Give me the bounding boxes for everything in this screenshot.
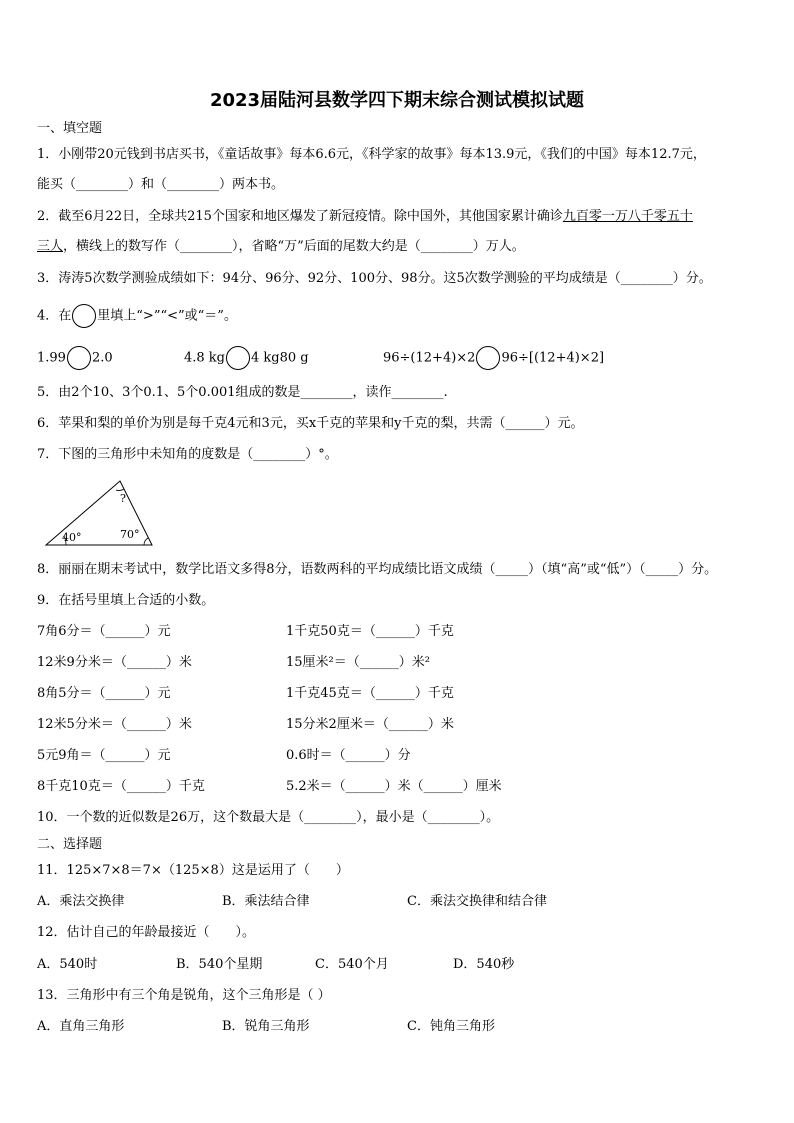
question-2-underlined-number-end: 三人 [37,239,64,254]
question-4-item-3 [383,346,604,370]
question-9: 9．在括号里填上合适的小数。 [37,593,215,608]
q12-option-b[interactable]: B．540个星期 [176,957,263,972]
angle-arc-top [116,489,124,491]
question-4-item-1 [37,346,113,370]
item-1-left: 1.99 [37,350,66,366]
q13-option-b[interactable]: B．锐角三角形 [222,1019,310,1034]
q9-row-3-right: 1千克45克＝（______）千克 [286,686,454,701]
question-4-suffix: 里填上“>”“<”或“＝”。 [97,308,237,324]
question-4-prefix: 4．在 [37,308,72,324]
q13-option-c[interactable]: C．钝角三角形 [407,1019,495,1034]
angle-right-label: 70° [120,528,140,541]
page-title: 2023届陆河县数学四下期末综合测试模拟试题 [209,90,585,111]
angle-left-label: 40° [62,531,82,544]
question-5: 5．由2个10、3个0.1、5个0.001组成的数是________，读作________. [37,385,448,400]
q12-option-d[interactable]: D．540秒 [453,957,515,972]
question-2-text-end: ，横线上的数写作（________），省略“万”后面的尾数大约是（________）万人。 [63,239,525,254]
compare-circle-1[interactable] [67,346,91,370]
item-2-right: 4 kg80 g [251,350,309,366]
q9-row-4-left: 12米5分米＝（______）米 [37,717,192,732]
q11-option-a[interactable]: A．乘法交换律 [37,894,125,909]
question-4-item-2 [184,346,309,370]
question-1-line-2: 能买（________）和（________）两本书。 [37,177,285,192]
item-2-left: 4.8 kg [184,350,226,366]
q9-row-5-left: 5元9角＝（______）元 [37,748,171,763]
q11-option-b[interactable]: B．乘法结合律 [222,894,310,909]
compare-circle-example [72,304,96,328]
question-2-line-2 [37,238,525,256]
question-12: 12．估计自己的年龄最接近（ ）。 [37,925,256,940]
q9-row-6-left: 8千克10克＝（______）千克 [37,779,205,794]
angle-arc-right [144,538,148,545]
q12-option-a[interactable]: A．540时 [37,957,98,972]
triangle-svg [44,478,156,548]
q9-row-2-right: 15厘米²＝（______）米² [286,655,430,670]
q9-row-6-right: 5.2米＝（______）米（______）厘米 [286,779,502,794]
q9-row-1-left: 7角6分＝（______）元 [37,624,171,639]
angle-unknown-label: ? [120,492,126,505]
item-3-left: 96÷(12+4)×2 [383,350,476,366]
question-2-underlined-number: 九百零一万八千零五十 [562,209,693,224]
item-3-right: 96÷[(12+4)×2] [501,350,605,366]
question-2-text: 2．截至6月22日，全球共215个国家和地区爆发了新冠疫情。除中国外，其他国家累计确诊 [37,209,563,224]
q9-row-3-left: 8角5分＝（______）元 [37,686,171,701]
q13-option-a[interactable]: A．直角三角形 [37,1019,125,1034]
q9-row-2-left: 12米9分米＝（______）米 [37,655,192,670]
item-1-right: 2.0 [91,350,113,366]
question-2-line-1 [37,208,693,226]
section-fill-in: 一、填空题 [37,121,103,136]
q9-row-1-right: 1千克50克＝（______）千克 [286,624,454,639]
q9-row-5-right: 0.6时＝（______）分 [286,748,411,763]
q11-option-c[interactable]: C．乘法交换律和结合律 [407,894,547,909]
question-7: 7．下图的三角形中未知角的度数是（________）°。 [37,447,338,462]
compare-circle-2[interactable] [226,346,250,370]
q9-row-4-right: 15分米2厘米＝（______）米 [286,717,454,732]
question-13: 13．三角形中有三个角是锐角，这个三角形是（ ） [37,988,331,1003]
question-3: 3．涛涛5次数学测验成绩如下：94分、96分、92分、100分、98分。这5次数学测验的平均成绩是（________）分。 [37,271,712,286]
triangle-figure [44,478,156,548]
question-6: 6．苹果和梨的单价为别是每千克4元和3元，买x千克的苹果和y千克的梨，共需（______）元。 [37,416,584,431]
question-4 [37,304,237,328]
question-11: 11．125×7×8＝7×（125×8）这是运用了（ ） [37,863,349,878]
q12-option-c[interactable]: C．540个月 [315,957,389,972]
question-10: 10．一个数的近似数是26万，这个数最大是（________），最小是（________）。 [37,810,500,825]
question-1-line-1: 1．小刚带20元钱到书店买书，《童话故事》每本6.6元，《科学家的故事》每本13.9元，《我们的中国》每本12.7元， [37,147,706,162]
section-choice: 二、选择题 [37,837,103,852]
compare-circle-3[interactable] [476,346,500,370]
question-8: 8．丽丽在期末考试中，数学比语文多得8分，语数两科的平均成绩比语文成绩（_____）（填“高”或“低”）（_____）分。 [37,562,718,577]
